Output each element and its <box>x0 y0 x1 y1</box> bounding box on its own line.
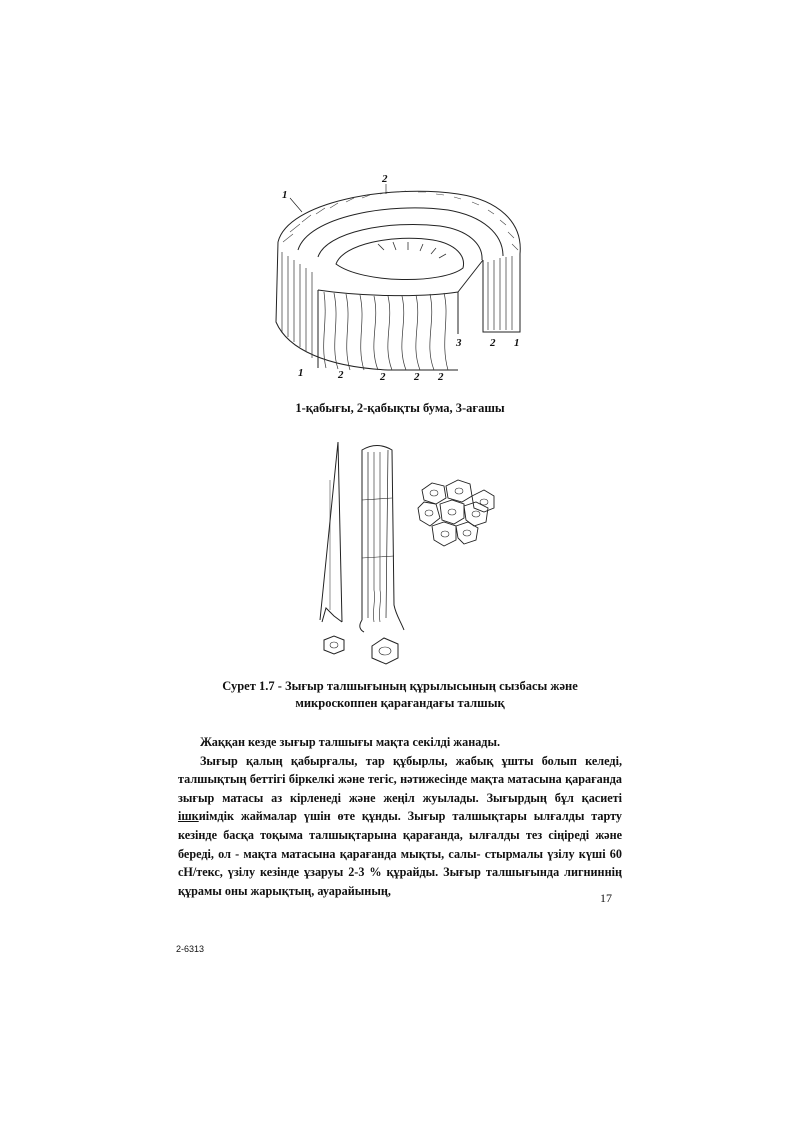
fig1-label: 2 <box>438 371 444 382</box>
figure2-caption-line: микроскоппен қарағандағы талшық <box>295 696 505 710</box>
fig1-label: 2 <box>380 371 386 382</box>
underlined-text: ішк <box>178 809 199 824</box>
paragraph <box>178 752 622 901</box>
fiber-microscope-figure <box>312 440 502 670</box>
paragraph-text: Зығыр қалың қабырғалы, тар құбырлы, жабық ұшты болып келеді, талшықтың беттігі біркелкі және тегіс, нәтижесінде мақта матасына қарағанда зығыр матасы аз кірленеді және жеңіл жуылады. Зығырдың бұл қасиеті <box>178 753 622 805</box>
paragraph-text: иімдік жаймалар үшін өте құнды. Зығыр талшықтары ылғалды тарту кезінде басқа тоқыма талшықтарына қарағанда, ылғалды тез сіңіреді және береді, ол - мақта матасына қарағанда мықты, салы- стырмалы үзілу күші 60 сН/текс, үзілу кезінде ұзаруы 2-3 % құрайды. Зығыр талшығында лигниннің құрамы оны жарықтың, ауарайының, <box>178 809 622 898</box>
print-code: 2-6313 <box>176 944 205 954</box>
fig1-label: 2 <box>414 371 420 382</box>
figure1-caption: 1-қабығы, 2-қабықты бума, 3-ағашы <box>295 401 505 415</box>
paragraph: Жаққан кезде зығыр талшығы мақта секілді жанады. <box>200 735 501 749</box>
fig1-label: 2 <box>490 337 496 349</box>
fig1-label: 2 <box>382 173 388 185</box>
body-text <box>178 733 622 900</box>
fig1-label: 1 <box>282 189 288 201</box>
fig1-label: 2 <box>338 369 344 381</box>
figure2-caption-line: Сурет 1.7 - Зығыр талшығының құрылысының сызбасы және <box>222 679 578 693</box>
fig1-label: 1 <box>514 337 520 349</box>
figure2-caption <box>180 678 620 712</box>
stem-cross-section-figure <box>268 172 536 382</box>
fig1-label: 3 <box>456 337 462 349</box>
page-number: 17 <box>600 891 612 905</box>
fig1-label: 1 <box>298 367 304 379</box>
